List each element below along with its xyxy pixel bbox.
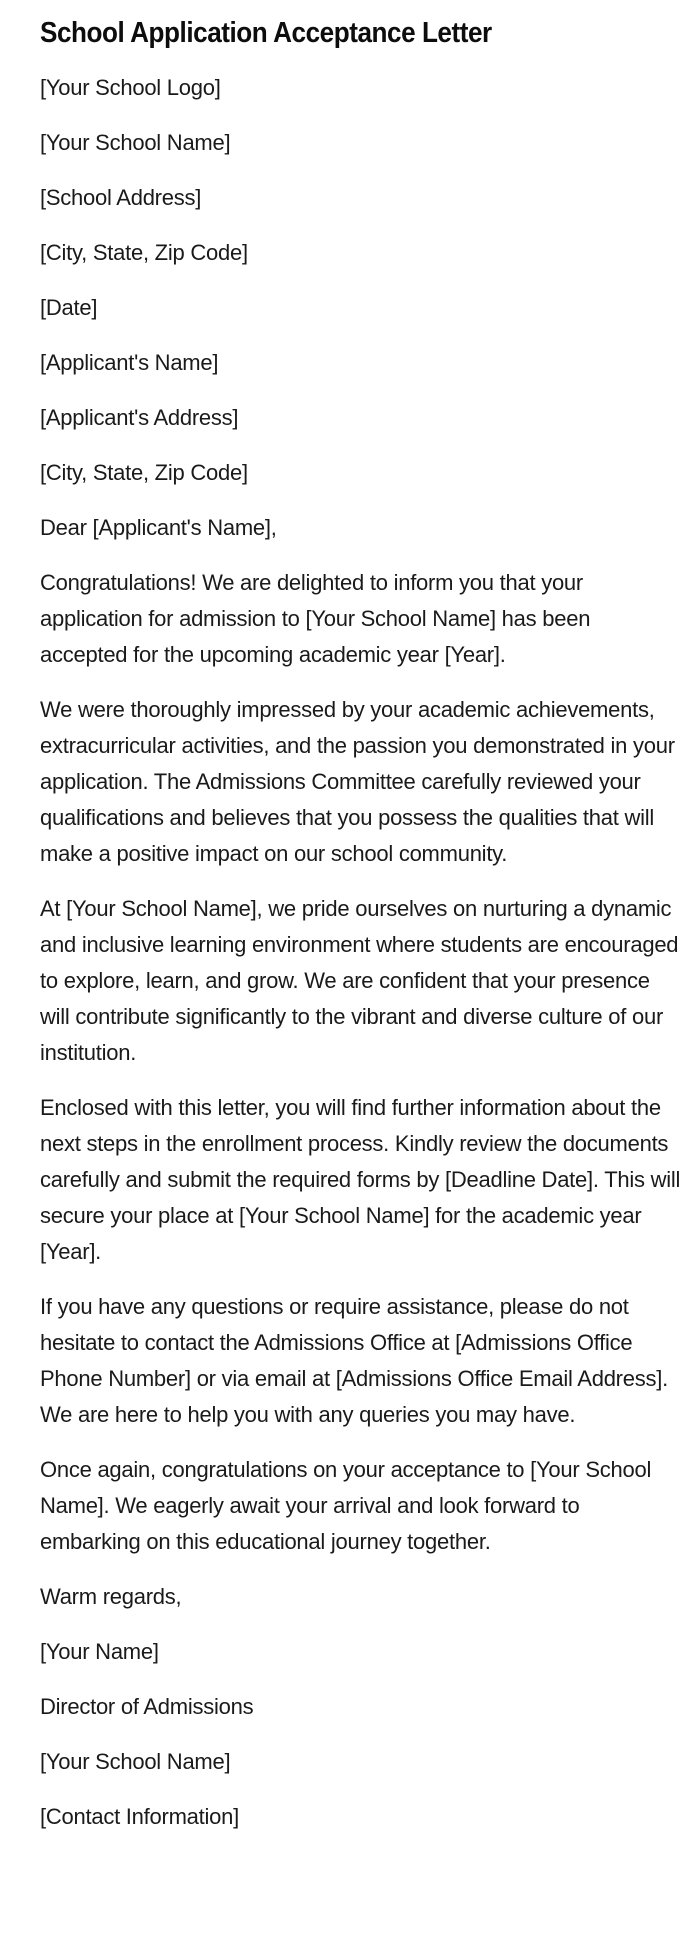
date-placeholder: [Date] (40, 295, 98, 320)
applicant-city-state-zip-placeholder: [City, State, Zip Code] (40, 460, 248, 485)
body-paragraph-acceptance: Congratulations! We are delighted to inform you that your application for admission to [Your School Name] has been accepted for the upcoming academic year [Year]. (40, 570, 591, 667)
school-name-placeholder: [Your School Name] (40, 130, 231, 155)
school-logo-placeholder: [Your School Logo] (40, 75, 221, 100)
applicant-name-placeholder: [Applicant's Name] (40, 350, 219, 375)
contact-info-placeholder: [Contact Information] (40, 1804, 239, 1829)
sender-title: Director of Admissions (40, 1694, 254, 1719)
school-address-placeholder: [School Address] (40, 185, 202, 210)
sender-name-placeholder: [Your Name] (40, 1639, 159, 1664)
sender-school-placeholder: [Your School Name] (40, 1749, 231, 1774)
applicant-address-placeholder: [Applicant's Address] (40, 405, 239, 430)
body-paragraph-enclosed: Enclosed with this letter, you will find further information about the next steps in the enrollment process. Kindly review the documents carefully and submit the required forms by [Deadline Date]. This will secure your place at [Your School Name] for the academic year [Year]. (40, 1095, 681, 1264)
school-city-state-zip-placeholder: [City, State, Zip Code] (40, 240, 248, 265)
body-paragraph-congratulations: Once again, congratulations on your acceptance to [Your School Name]. We eagerly await your arrival and look forward to embarking on this educational journey together. (40, 1457, 652, 1554)
body-paragraph-environment: At [Your School Name], we pride ourselves on nurturing a dynamic and inclusive learning environment where students are encouraged to explore, learn, and grow. We are confident that your presence will contribute significantly to the vibrant and diverse culture of our institution. (40, 896, 679, 1065)
closing: Warm regards, (40, 1584, 182, 1609)
salutation: Dear [Applicant's Name], (40, 515, 277, 540)
body-paragraph-questions: If you have any questions or require assistance, please do not hesitate to contact the Admissions Office at [Admissions Office Phone Number] or via email at [Admissions Office Email Address]. We are here to help you with any queries you may have. (40, 1294, 668, 1427)
page-title: School Application Acceptance Letter (40, 17, 492, 49)
body-paragraph-impressed: We were thoroughly impressed by your academic achievements, extracurricular activities, and the passion you demonstrated in your application. The Admissions Committee carefully reviewed your qualifications and believes that you possess the qualities that will make a positive impact on our school community. (40, 697, 675, 866)
